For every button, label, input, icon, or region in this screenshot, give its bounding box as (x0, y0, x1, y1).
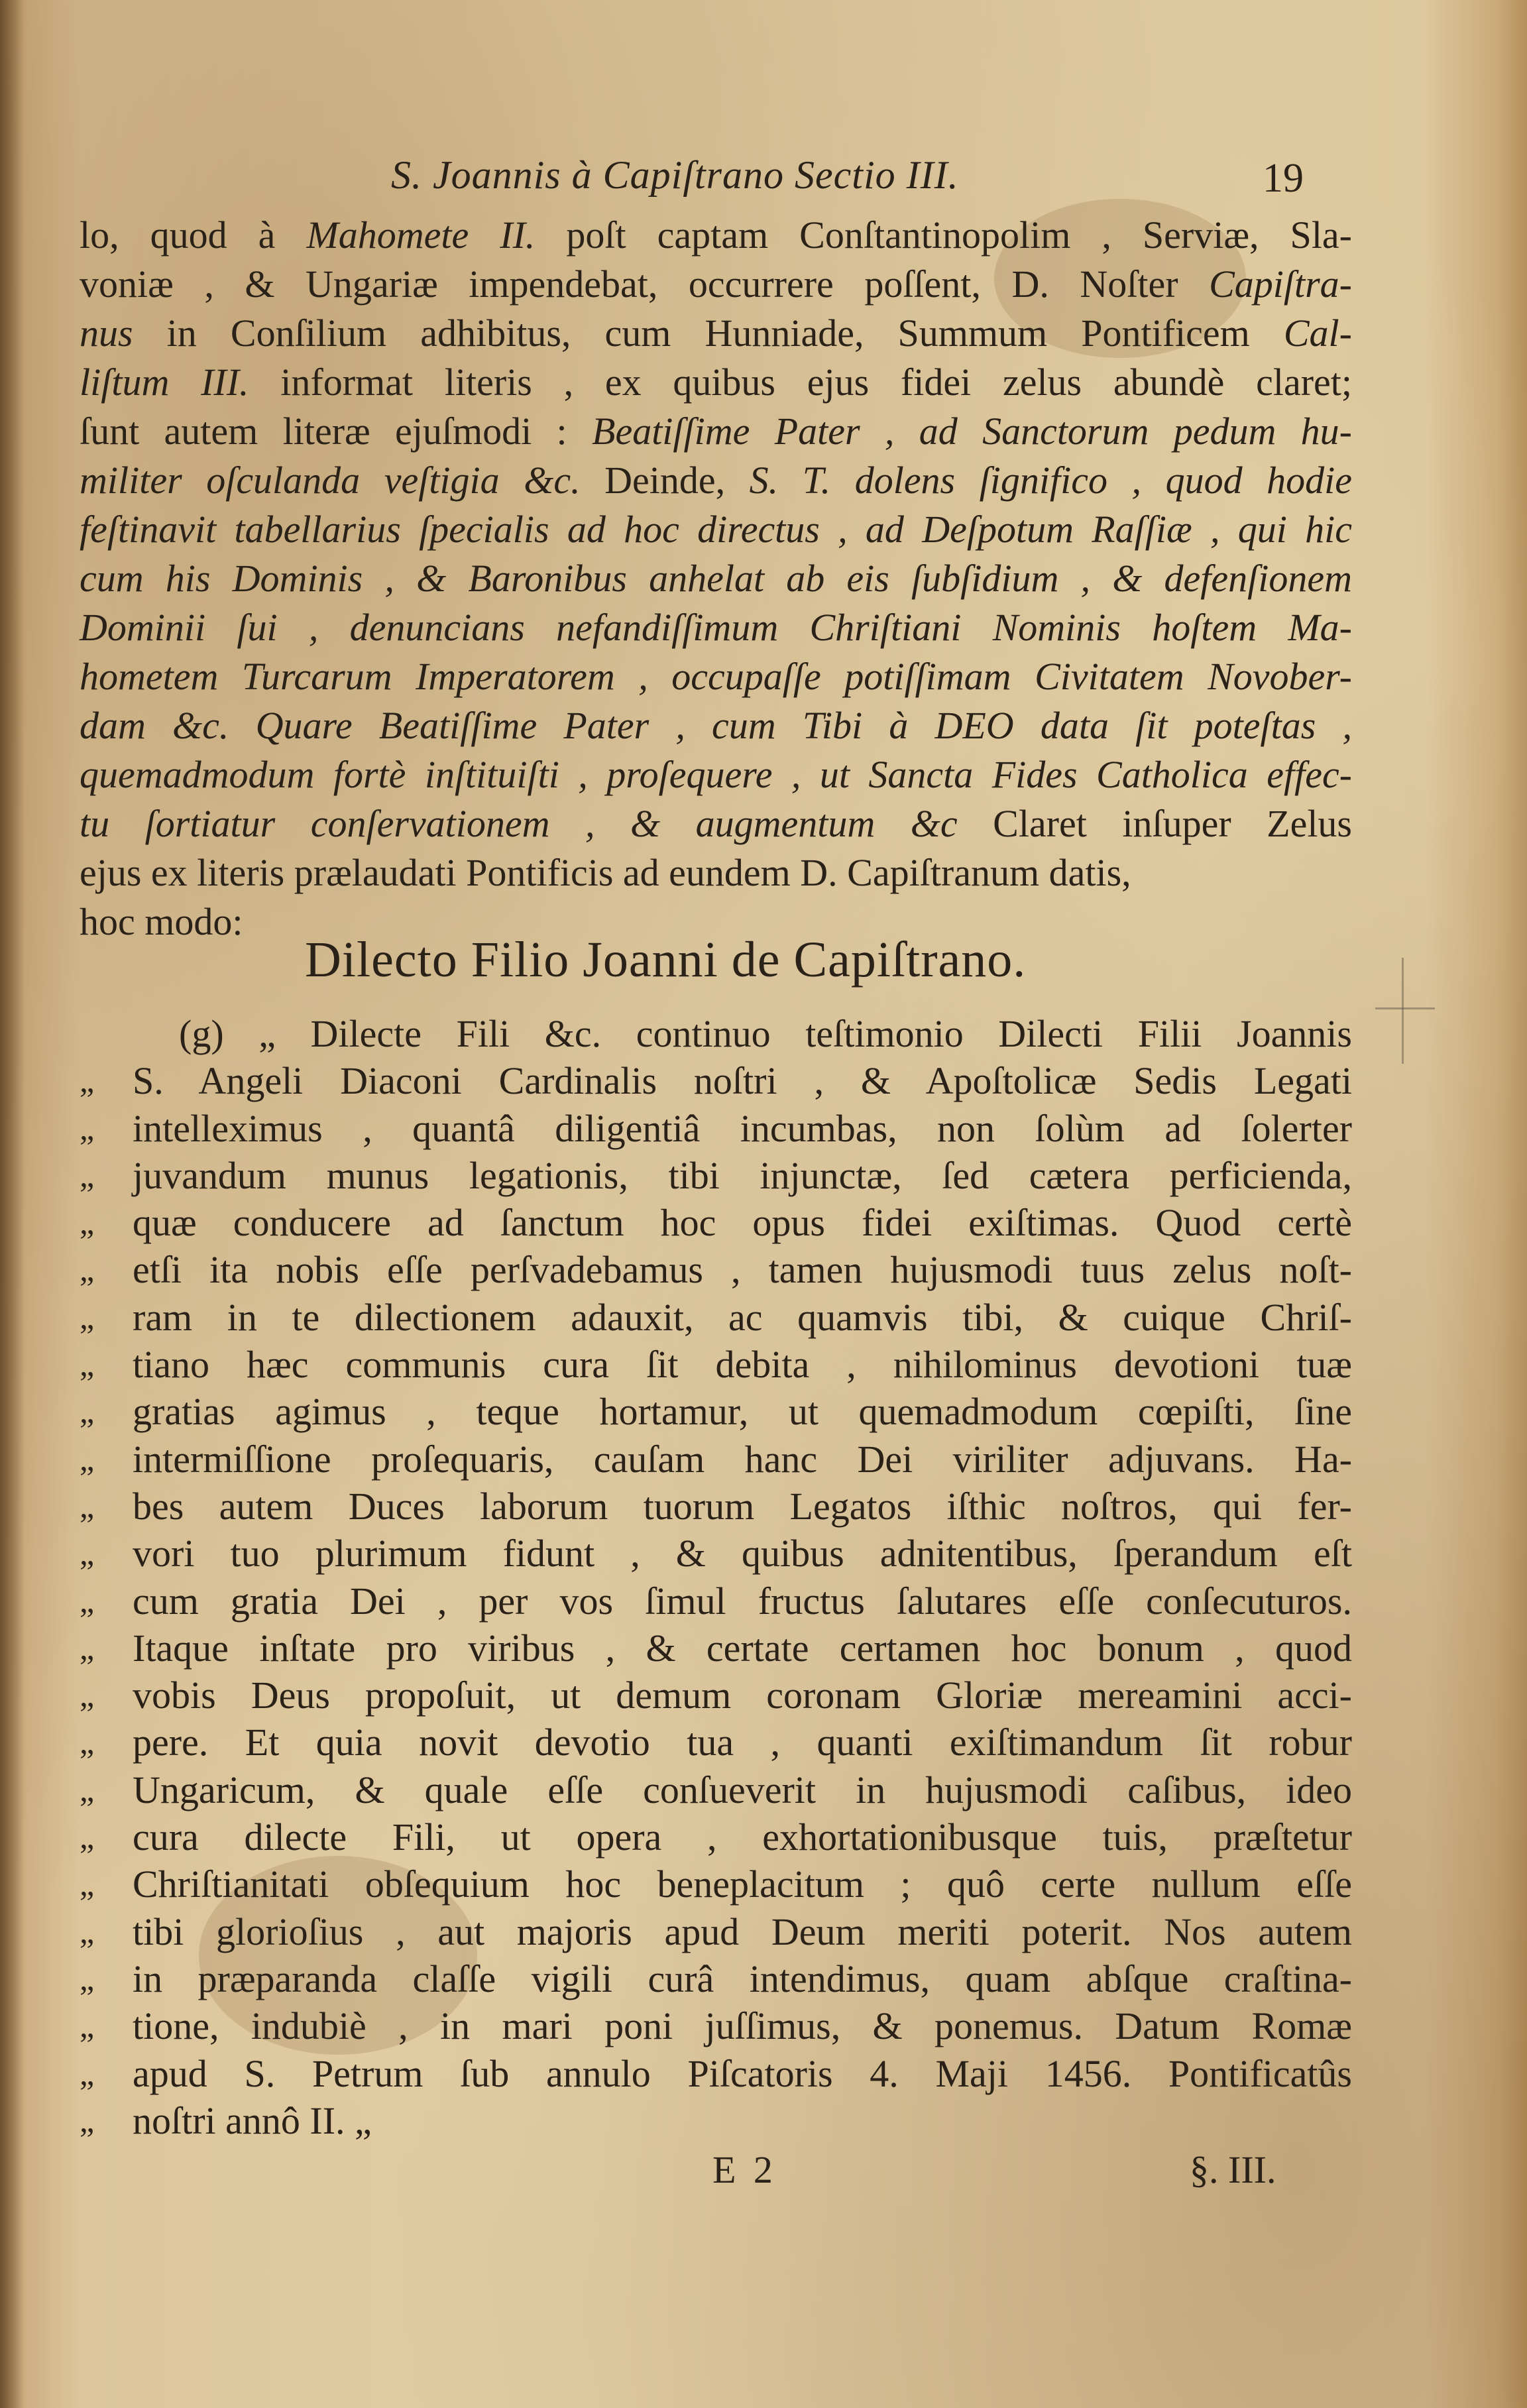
text-line (80, 652, 1352, 701)
running-head (0, 152, 1527, 205)
text-line (80, 407, 1352, 456)
roman-run: ejus ex literis prælaudati Pontificis ad eundem D. Capiſtranum datis, (80, 851, 1131, 894)
quote-mark: „ (80, 1818, 95, 1856)
italic-run: Cal- (1283, 312, 1352, 355)
italic-run: nus (80, 312, 133, 355)
brief-line (80, 1294, 1352, 1341)
brief-line (80, 1577, 1352, 1625)
roman-run: poſt captam Conſtantinopolim , Serviæ, Sla- (535, 213, 1352, 257)
body-text (80, 211, 1352, 946)
brief-text: apud S. Petrum ſub annulo Piſcatoris 4. Maji 1456. Pontificatûs (133, 2051, 1352, 2095)
brief-line (80, 1199, 1352, 1246)
roman-run: Deinde, (580, 459, 750, 502)
page-number: 19 (1263, 156, 1304, 201)
brief-line (80, 1672, 1352, 1719)
italic-run: dam &c. Quare Beatiſſime Pater , cum Tibi à DEO data ſit poteſtas , (80, 704, 1352, 747)
text-line (80, 358, 1352, 407)
brief-text: bes autem Duces laborum tuorum Legatos iſthic noſtros, qui fer- (133, 1484, 1352, 1528)
brief-line (80, 1388, 1352, 1435)
pencil-cross-mark (1375, 958, 1435, 1064)
quote-mark: „ (80, 1865, 95, 1903)
page-footer (0, 2148, 1527, 2201)
italic-run: tu ſortiatur conſervationem , & augmentum &c (80, 802, 958, 845)
quote-mark: „ (80, 2007, 95, 2045)
catchword: §. III. (1190, 2148, 1276, 2191)
brief-line (80, 1766, 1352, 1813)
quote-mark: „ (80, 1393, 95, 1430)
brief-line (80, 1861, 1352, 1908)
brief-line (80, 2002, 1352, 2049)
brief-text: Itaque inſtate pro viribus , & certate certamen hoc bonum , quod (133, 1626, 1352, 1670)
brief-line (80, 1152, 1352, 1199)
quote-mark: „ (80, 1487, 95, 1524)
quote-mark: „ (80, 1109, 95, 1147)
brief-line (80, 1341, 1352, 1388)
text-line (80, 848, 1352, 897)
italic-run: Mahomete II. (306, 213, 536, 257)
quote-mark: „ (80, 1156, 95, 1194)
brief-line (80, 1057, 1352, 1104)
brief-text: in præparanda claſſe vigili curâ intendimus, quam abſque craſtina- (133, 1957, 1352, 2000)
quote-mark: „ (80, 1346, 95, 1383)
text-line (80, 750, 1352, 799)
quote-mark: „ (80, 1770, 95, 1808)
quote-mark: „ (80, 1440, 95, 1477)
brief-line (80, 1246, 1352, 1293)
roman-run: informat literis , ex quibus ejus fidei zelus abundè claret; (249, 361, 1352, 404)
brief-text: S. Angeli Diaconi Cardinalis noſtri , & Apoſtolicæ Sedis Legati (133, 1059, 1352, 1103)
brief-line (80, 1010, 1352, 1057)
brief-text: Chriſtianitati obſequium hoc beneplacitum ; quô certe nullum eſſe (133, 1863, 1352, 1906)
text-line (80, 260, 1352, 309)
quote-mark: „ (80, 1298, 95, 1336)
roman-run: lo, quod à (80, 213, 307, 257)
quote-mark: „ (80, 1581, 95, 1619)
section-heading: Dilecto Filio Joanni de Capiſtrano. (305, 932, 1027, 988)
brief-text: tione, indubiè , in mari poni juſſimus, & ponemus. Datum Romæ (133, 2004, 1352, 2048)
italic-run: Beatiſſime Pater , ad Sanctorum pedum hu- (592, 410, 1352, 453)
brief-text: cura dilecte Fili, ut opera , exhortationibusque tuis, præſtetur (133, 1815, 1352, 1859)
italic-run: militer oſculanda veſtigia &c. (80, 459, 581, 502)
brief-line (80, 1813, 1352, 1861)
italic-run: quemadmodum fortè inſtituiſti , proſequere , ut Sancta Fides Catholica effec- (80, 753, 1352, 796)
brief-text: intermiſſione proſequaris, cauſam hanc Dei viriliter adjuvans. Ha- (133, 1437, 1352, 1481)
roman-run: hoc modo: (80, 900, 243, 943)
quote-mark: „ (80, 2101, 95, 2139)
brief-text: cum gratia Dei , per vos ſimul fructus ſalutares eſſe conſecuturos. (133, 1579, 1352, 1623)
brief-line (80, 1908, 1352, 1955)
brief-text: etſi ita nobis eſſe perſvadebamus , tamen hujusmodi tuus zelus noſt- (133, 1248, 1352, 1292)
italic-run: liſtum III. (80, 361, 249, 404)
brief-text: tibi glorioſius , aut majoris apud Deum meriti poterit. Nos autem (133, 1910, 1352, 1953)
roman-run: in Conſilium adhibitus, cum Hunniade, Summum Pontificem (133, 312, 1284, 355)
quote-mark: „ (80, 1723, 95, 1761)
brief-line (80, 1483, 1352, 1530)
brief-text: ram in te dilectionem adauxit, ac quamvis tibi, & cuique Chriſ- (133, 1295, 1352, 1339)
quote-mark: „ (80, 1534, 95, 1572)
quote-mark: „ (80, 1062, 95, 1100)
italic-run: hometem Turcarum Imperatorem , occupaſſe potiſſimam Civitatem Novober- (80, 655, 1352, 698)
brief-text: tiano hæc communis cura ſit debita , nihilominus devotioni tuæ (133, 1343, 1352, 1387)
brief-line (80, 1955, 1352, 2002)
roman-run: voniæ , & Ungariæ impendebat, occurrere poſſent, D. Noſter (80, 262, 1210, 306)
spine-shadow (0, 0, 24, 2408)
brief-text: noſtri annô II. „ (133, 2098, 372, 2142)
text-line (80, 309, 1352, 358)
text-line (80, 701, 1352, 750)
brief-line (80, 2050, 1352, 2097)
quote-mark: „ (80, 1676, 95, 1714)
brief-text: (g) „ Dilecte Fili &c. continuo teſtimonio Dilecti Filii Joannis (179, 1012, 1352, 1055)
text-line (80, 211, 1352, 260)
italic-run: Capiſtra- (1209, 262, 1352, 306)
roman-run: Claret inſuper Zelus (957, 802, 1352, 845)
quote-mark: „ (80, 1204, 95, 1241)
brief-line (80, 1530, 1352, 1577)
text-line (80, 799, 1352, 848)
signature-mark: E 2 (712, 2148, 777, 2191)
brief-text: vobis Deus propoſuit, ut demum coronam Gloriæ mereamini acci- (133, 1674, 1352, 1717)
quote-mark: „ (80, 1912, 95, 1950)
quote-mark: „ (80, 1629, 95, 1666)
italic-run: feſtinavit tabellarius ſpecialis ad hoc directus , ad Deſpotum Raſſiæ , qui hic (80, 508, 1352, 551)
quote-mark: „ (80, 1959, 95, 1997)
brief-line (80, 1625, 1352, 1672)
brief-text: quæ conducere ad ſanctum hoc opus fidei exiſtimas. Quod certè (133, 1201, 1352, 1245)
quote-mark: „ (80, 2054, 95, 2092)
brief-text: gratias agimus , teque hortamur, ut quemadmodum cœpiſti, ſine (133, 1390, 1352, 1434)
brief-text: vori tuo plurimum fidunt , & quibus adnitentibus, ſperandum eſt (133, 1532, 1352, 1576)
brief-text: juvandum munus legationis, tibi injunctæ, ſed cætera perficienda, (133, 1153, 1352, 1197)
roman-run: ſunt autem literæ ejuſmodi : (80, 410, 593, 453)
italic-run: cum his Dominis , & Baronibus anhelat ab eis ſubſidium , & defenſionem (80, 557, 1352, 600)
text-line (80, 603, 1352, 652)
papal-brief (80, 1010, 1352, 2144)
italic-run: Dominii ſui , denuncians nefandiſſimum Chriſtiani Nominis hoſtem Ma- (80, 606, 1352, 649)
brief-line (80, 1436, 1352, 1483)
brief-line (80, 1719, 1352, 1766)
running-head-title: S. Joannis à Capiſtrano Sectio III. (391, 153, 959, 197)
brief-text: intelleximus , quantâ diligentiâ incumbas, non ſolùm ad ſolerter (133, 1106, 1352, 1150)
text-line (80, 505, 1352, 554)
brief-text: pere. Et quia novit devotio tua , quanti exiſtimandum ſit robur (133, 1721, 1352, 1764)
brief-line (80, 1105, 1352, 1152)
text-line (80, 554, 1352, 603)
brief-text: Ungaricum, & quale eſſe conſueverit in hujusmodi caſibus, ideo (133, 1768, 1352, 1811)
italic-run: S. T. dolens ſignifico , quod hodie (749, 459, 1352, 502)
text-line (80, 456, 1352, 505)
quote-mark: „ (80, 1251, 95, 1289)
brief-line (80, 2097, 1352, 2144)
